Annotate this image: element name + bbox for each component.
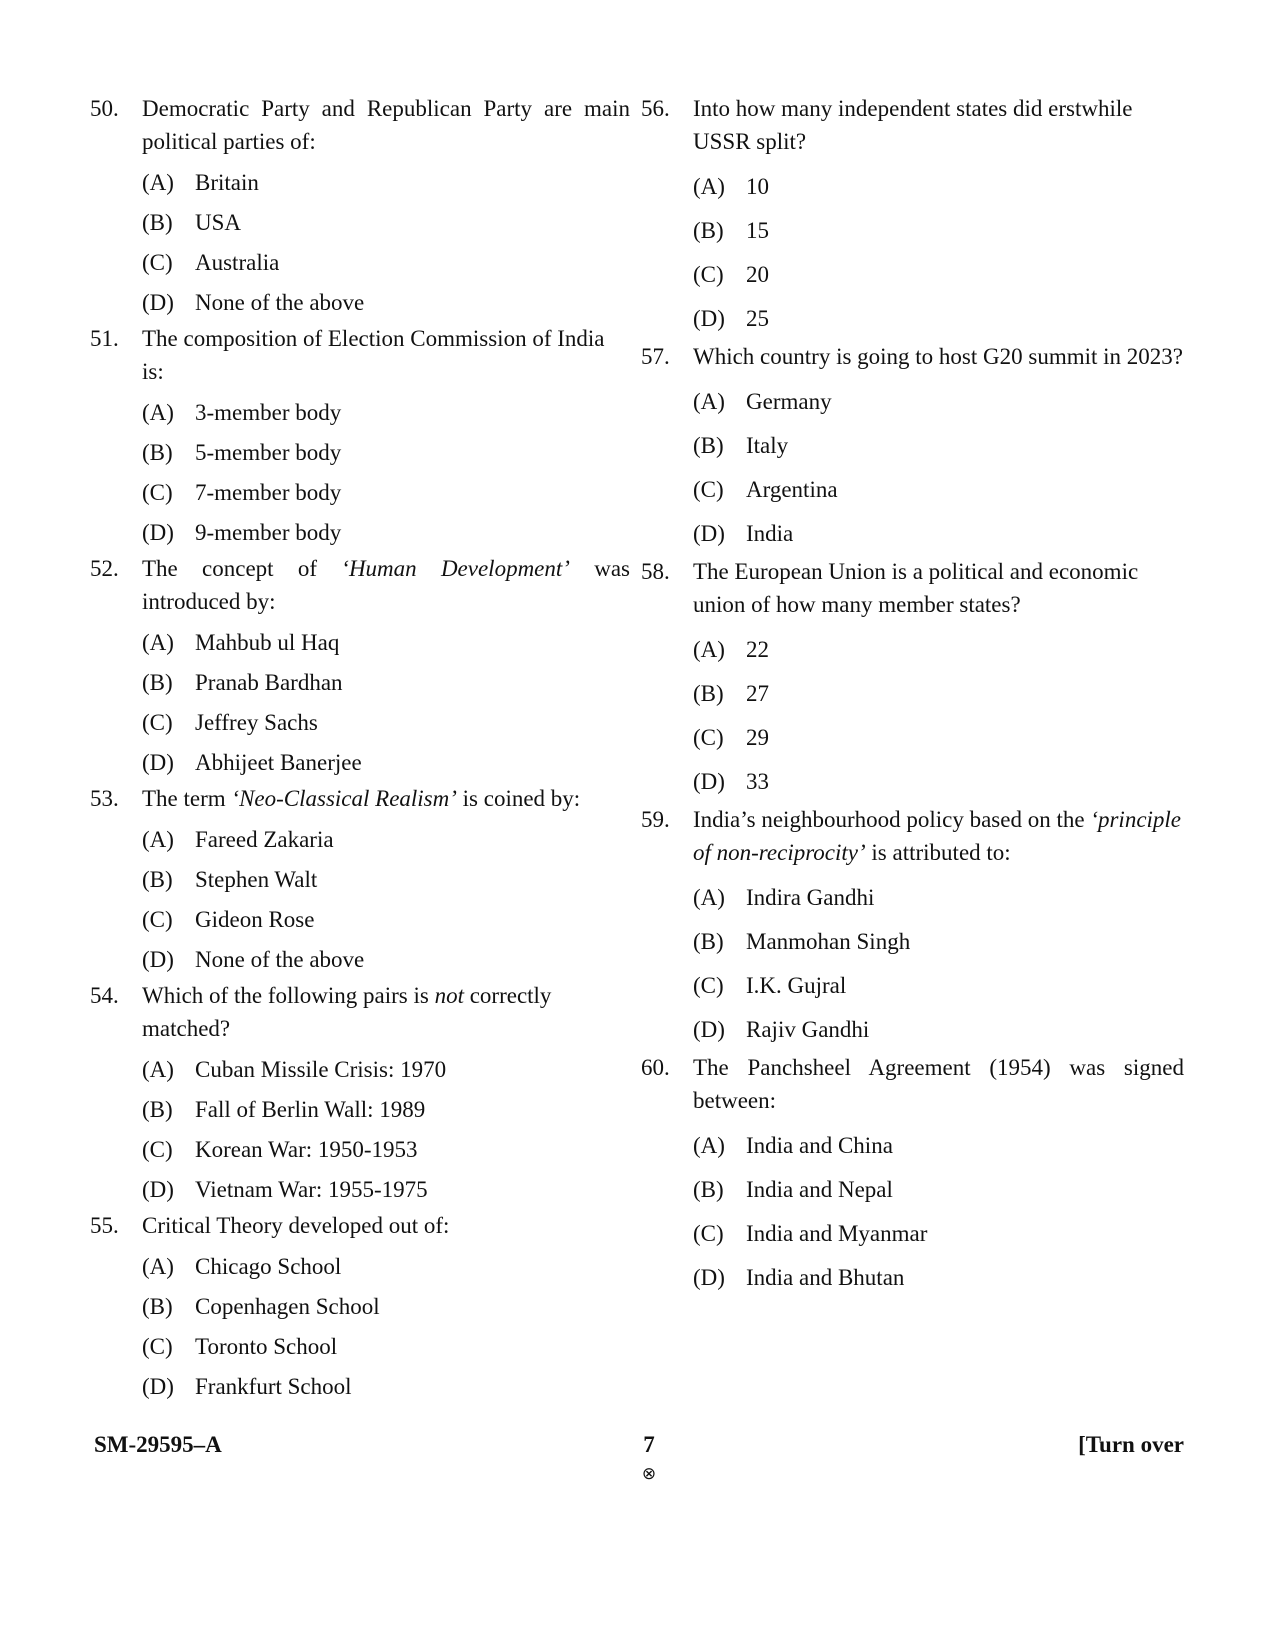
option-a [693,875,1184,919]
question-60 [641,1051,1184,1299]
option-a [693,1123,1184,1167]
option-d [142,282,630,322]
option-label: (A) [142,629,174,655]
question-text-part: The concept of [142,556,342,581]
option-a [142,819,630,859]
option-label: (C) [142,906,173,932]
option-c [142,1129,630,1169]
question-number: 54. [90,983,119,1008]
option-text: 29 [746,724,769,750]
option-a [142,162,630,202]
question-56 [641,92,1184,340]
option-text: Copenhagen School [195,1293,380,1319]
option-label: (B) [693,1176,724,1202]
option-text: India [746,520,794,546]
question-text-part: The composition of Election Commission of India is: [142,326,605,384]
option-text: None of the above [195,289,365,315]
option-text: Australia [195,249,280,275]
option-label: (C) [693,476,724,502]
option-text: 33 [746,768,769,794]
option-label: (B) [142,1293,173,1319]
option-text: Indira Gandhi [746,884,875,910]
option-label: (B) [142,669,173,695]
option-label: (B) [142,866,173,892]
option-text: Korean War: 1950-1953 [195,1136,418,1162]
question-text [693,803,1184,869]
question-text-italic: not [434,983,464,1008]
right-column [641,92,1184,1299]
question-58 [641,555,1184,803]
question-53 [90,782,630,979]
option-label: (B) [693,680,724,706]
option-label: (C) [693,261,724,287]
question-text-part: Democratic Party and Republican Party are main political parties of: [142,96,630,154]
option-text: 3-member body [195,399,342,425]
question-number: 55. [90,1213,119,1238]
question-text-italic: ‘Human Development’ [341,556,570,581]
question-number: 51. [90,326,119,351]
option-c [693,963,1184,1007]
option-text: 5-member body [195,439,342,465]
option-d [142,742,630,782]
question-57 [641,340,1184,555]
question-text [693,555,1184,621]
question-text-part: Into how many independent states did erstwhile USSR split? [693,96,1133,154]
question-text [693,340,1184,373]
question-51 [90,322,630,552]
option-text: Manmohan Singh [746,928,911,954]
option-text: Argentina [746,476,838,502]
option-d [693,511,1184,555]
option-label: (D) [142,749,174,775]
option-label: (B) [693,928,724,954]
option-c [142,472,630,512]
option-text: 27 [746,680,769,706]
option-c [142,899,630,939]
option-label: (D) [142,946,174,972]
option-label: (B) [142,439,173,465]
option-label: (D) [142,1373,174,1399]
question-text [693,1051,1184,1117]
options-list [641,627,1184,803]
options-list [90,392,630,552]
options-list [641,1123,1184,1299]
option-text: None of the above [195,946,365,972]
option-label: (D) [693,1016,725,1042]
option-label: (C) [142,709,173,735]
question-text-italic: ‘Neo-Classical Realism’ [231,786,457,811]
question-text-part: Critical Theory developed out of: [142,1213,450,1238]
question-number: 57. [641,344,670,369]
option-text: Pranab Bardhan [195,669,343,695]
question-text [142,92,630,158]
question-stem [641,92,1184,158]
options-list [90,162,630,322]
question-number: 50. [90,96,119,121]
option-text: India and Bhutan [746,1264,905,1290]
option-b [142,202,630,242]
option-label: (D) [142,289,174,315]
left-column [90,92,630,1406]
option-label: (A) [142,826,174,852]
question-text-italic: ‘principle of non-reciprocity’ [693,807,1182,865]
option-text: I.K. Gujral [746,972,847,998]
option-d [142,1169,630,1209]
question-number: 56. [641,96,670,121]
option-c [142,1326,630,1366]
question-text-part: The Panchsheel Agreement (1954) was signed between: [693,1055,1184,1113]
option-text: India and China [746,1132,893,1158]
question-stem [90,782,630,815]
option-label: (A) [142,399,174,425]
option-c [142,702,630,742]
question-59 [641,803,1184,1051]
option-label: (A) [693,636,725,662]
question-stem [90,552,630,618]
question-55 [90,1209,630,1406]
option-d [142,939,630,979]
option-text: 10 [746,173,769,199]
option-label: (D) [142,519,174,545]
option-c [693,1211,1184,1255]
option-b [693,919,1184,963]
question-stem [641,555,1184,621]
question-text-part: was introduced by: [142,556,630,614]
option-text: 25 [746,305,769,331]
question-text [142,1209,630,1242]
question-text-part: The term [142,786,232,811]
question-number: 60. [641,1055,670,1080]
question-text-part: Which country is going to host G20 summit in 2023? [693,344,1183,369]
option-label: (A) [693,884,725,910]
option-a [142,1246,630,1286]
option-d [142,512,630,552]
option-d [142,1366,630,1406]
option-d [693,759,1184,803]
question-54 [90,979,630,1209]
option-label: (A) [693,388,725,414]
option-label: (C) [142,479,173,505]
option-b [142,1286,630,1326]
option-label: (D) [693,305,725,331]
question-stem [90,92,630,158]
options-list [90,1246,630,1406]
option-b [142,1089,630,1129]
option-label: (A) [142,169,174,195]
option-text: 22 [746,636,769,662]
option-text: 15 [746,217,769,243]
option-a [693,627,1184,671]
option-label: (C) [142,1136,173,1162]
option-text: Stephen Walt [195,866,318,892]
question-text [693,92,1184,158]
question-stem [641,340,1184,373]
option-label: (B) [142,1096,173,1122]
question-number: 59. [641,807,670,832]
option-a [142,392,630,432]
options-list [90,1049,630,1209]
option-label: (D) [693,768,725,794]
option-label: (C) [142,249,173,275]
option-a [142,1049,630,1089]
question-50 [90,92,630,322]
option-b [693,423,1184,467]
option-text: Frankfurt School [195,1373,352,1399]
option-label: (A) [693,1132,725,1158]
option-b [693,208,1184,252]
question-stem [90,322,630,388]
option-label: (B) [693,432,724,458]
question-text-part: is attributed to: [865,840,1011,865]
page-number: 7 [643,1432,655,1457]
option-b [693,1167,1184,1211]
options-list [641,164,1184,340]
option-text: Fareed Zakaria [195,826,334,852]
option-text: Cuban Missile Crisis: 1970 [195,1056,447,1082]
question-text [142,979,630,1045]
options-list [641,875,1184,1051]
option-label: (D) [693,520,725,546]
option-a [142,622,630,662]
option-c [693,715,1184,759]
options-list [90,819,630,979]
option-text: Abhijeet Banerjee [195,749,362,775]
options-list [641,379,1184,555]
question-number: 53. [90,786,119,811]
option-c [142,242,630,282]
option-b [142,662,630,702]
question-number: 58. [641,559,670,584]
option-text: Rajiv Gandhi [746,1016,870,1042]
question-number: 52. [90,556,119,581]
option-text: 20 [746,261,769,287]
option-b [142,859,630,899]
option-label: (B) [693,217,724,243]
option-text: 7-member body [195,479,342,505]
question-52 [90,552,630,782]
option-text: Toronto School [195,1333,338,1359]
option-text: Germany [746,388,832,414]
option-text: India and Myanmar [746,1220,928,1246]
question-text-part: is coined by: [456,786,581,811]
question-text [142,552,630,618]
option-text: Fall of Berlin Wall: 1989 [195,1096,426,1122]
option-label: (C) [693,972,724,998]
option-d [693,1007,1184,1051]
question-text-part: correctly matched? [142,983,552,1041]
question-text-part: The European Union is a political and economic union of how many member states? [693,559,1139,617]
option-c [693,467,1184,511]
question-text [142,322,630,388]
option-text: 9-member body [195,519,342,545]
option-b [693,671,1184,715]
option-text: Chicago School [195,1253,342,1279]
option-a [693,164,1184,208]
option-a [693,379,1184,423]
question-stem [90,979,630,1045]
option-text: Jeffrey Sachs [195,709,318,735]
option-c [693,252,1184,296]
option-label: (A) [142,1253,174,1279]
option-label: (A) [142,1056,174,1082]
option-text: India and Nepal [746,1176,893,1202]
question-text [142,782,630,815]
option-text: Britain [195,169,259,195]
option-label: (C) [142,1333,173,1359]
option-label: (B) [142,209,173,235]
option-label: (D) [142,1176,174,1202]
options-list [90,622,630,782]
question-stem [90,1209,630,1242]
option-b [142,432,630,472]
option-d [693,296,1184,340]
option-label: (D) [693,1264,725,1290]
option-text: Vietnam War: 1955-1975 [195,1176,428,1202]
question-text-part: Which of the following pairs is [142,983,435,1008]
question-stem [641,803,1184,869]
question-stem [641,1051,1184,1117]
print-mark-icon: ⊗ [641,1464,657,1484]
turn-over-note: [Turn over [1078,1432,1184,1457]
option-text: Italy [746,432,789,458]
option-text: Mahbub ul Haq [195,629,340,655]
option-text: Gideon Rose [195,906,315,932]
option-label: (A) [693,173,725,199]
option-label: (C) [693,1220,724,1246]
paper-code: SM-29595–A [94,1432,222,1457]
option-d [693,1255,1184,1299]
option-text: USA [195,209,242,235]
option-label: (C) [693,724,724,750]
question-text-part: India’s neighbourhood policy based on the [693,807,1091,832]
